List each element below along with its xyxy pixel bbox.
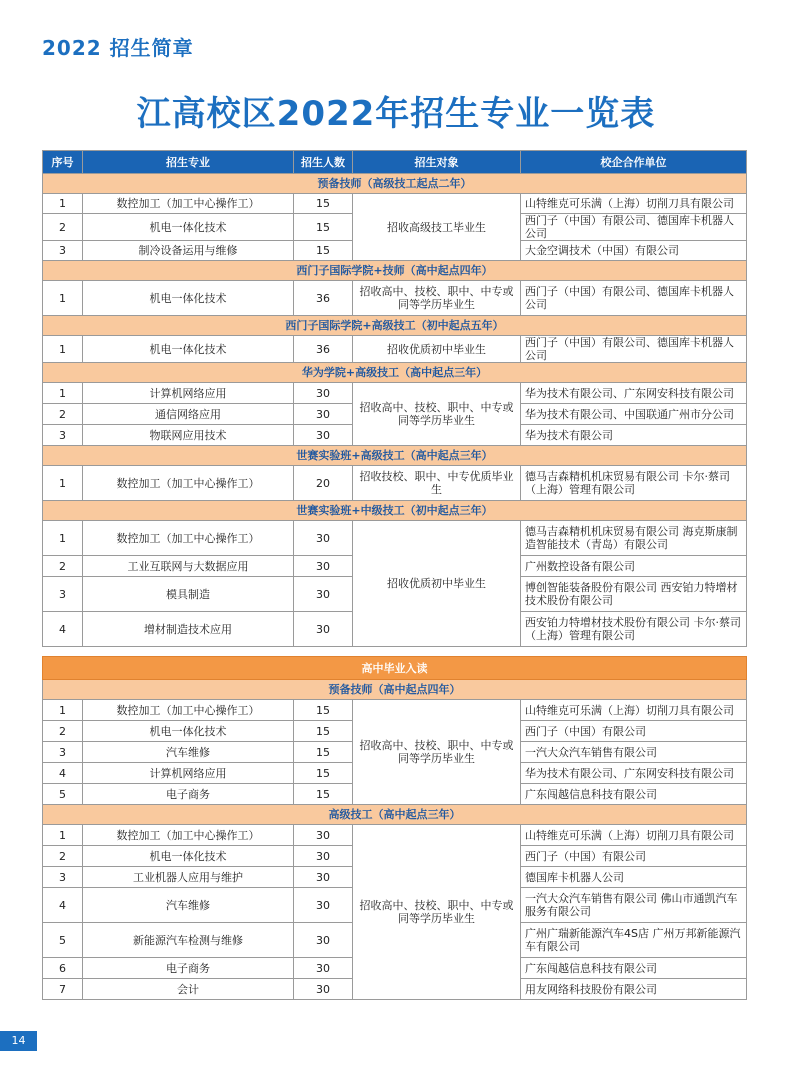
row-major: 汽车维修 [83,888,294,923]
row-count: 30 [294,383,353,404]
row-target: 招收高中、技校、职中、中专或同等学历毕业生 [353,281,521,316]
table-row [43,336,747,363]
table-row [43,383,747,404]
row-major: 电子商务 [83,784,294,805]
page-number: 14 [0,1031,37,1051]
row-count: 30 [294,521,353,556]
row-partner: 西门子（中国）有限公司、德国库卡机器人公司 [521,281,747,316]
row-partner: 一汽大众汽车销售有限公司 佛山市通凯汽车服务有限公司 [521,888,747,923]
row-count: 30 [294,425,353,446]
row-target: 招收高中、技校、职中、中专或同等学历毕业生 [353,825,521,1000]
row-count: 30 [294,577,353,612]
row-partner: 山特维克可乐满（上海）切削刀具有限公司 [521,825,747,846]
row-no: 1 [43,281,83,316]
row-count: 30 [294,825,353,846]
row-partner: 华为技术有限公司、广东网安科技有限公司 [521,763,747,784]
row-partner: 华为技术有限公司、广东网安科技有限公司 [521,383,747,404]
row-no: 6 [43,958,83,979]
row-count: 30 [294,958,353,979]
section-title: 西门子国际学院+高级技工（初中起点五年） [43,316,747,336]
row-no: 3 [43,577,83,612]
row-major: 工业互联网与大数据应用 [83,556,294,577]
row-no: 7 [43,979,83,1000]
row-target: 招收高中、技校、职中、中专或同等学历毕业生 [353,700,521,805]
row-major: 制冷设备运用与维修 [83,241,294,261]
row-partner: 西门子（中国）有限公司 [521,846,747,867]
row-no: 1 [43,825,83,846]
row-no: 4 [43,612,83,647]
row-count: 30 [294,556,353,577]
col-header: 招生专业 [83,151,294,174]
row-count: 30 [294,979,353,1000]
row-partner: 德马吉森精机机床贸易有限公司 卡尔·蔡司（上海）管理有限公司 [521,466,747,501]
row-major: 计算机网络应用 [83,383,294,404]
section-title: 高级技工（高中起点三年） [43,805,747,825]
row-count: 15 [294,784,353,805]
row-partner: 大金空调技术（中国）有限公司 [521,241,747,261]
row-major: 数控加工（加工中心操作工） [83,700,294,721]
row-count: 15 [294,742,353,763]
row-no: 1 [43,466,83,501]
row-major: 数控加工（加工中心操作工） [83,194,294,214]
row-major: 机电一体化技术 [83,281,294,316]
row-no: 3 [43,241,83,261]
row-no: 5 [43,784,83,805]
row-partner: 博创智能装备股份有限公司 西安铂力特增材技术股份有限公司 [521,577,747,612]
row-partner: 山特维克可乐满（上海）切削刀具有限公司 [521,700,747,721]
row-count: 30 [294,404,353,425]
table-row [43,521,747,556]
row-major: 会计 [83,979,294,1000]
row-target: 招收技校、职中、中专优质毕业生 [353,466,521,501]
row-partner: 西安铂力特增材技术股份有限公司 卡尔·蔡司（上海）管理有限公司 [521,612,747,647]
row-no: 1 [43,700,83,721]
row-partner: 一汽大众汽车销售有限公司 [521,742,747,763]
col-header: 招生人数 [294,151,353,174]
row-no: 2 [43,846,83,867]
row-target: 招收高中、技校、职中、中专或同等学历毕业生 [353,383,521,446]
row-no: 2 [43,404,83,425]
row-major: 机电一体化技术 [83,721,294,742]
section-title: 世赛实验班+中级技工（初中起点三年） [43,501,747,521]
row-no: 1 [43,383,83,404]
row-partner: 广东闯越信息科技有限公司 [521,958,747,979]
row-no: 2 [43,556,83,577]
row-count: 15 [294,194,353,214]
table-row [43,466,747,501]
table-row [43,825,747,846]
row-target: 招收优质初中毕业生 [353,336,521,363]
row-no: 1 [43,194,83,214]
row-major: 机电一体化技术 [83,336,294,363]
row-major: 新能源汽车检测与维修 [83,923,294,958]
row-major: 模具制造 [83,577,294,612]
row-count: 30 [294,888,353,923]
row-count: 30 [294,923,353,958]
row-count: 15 [294,763,353,784]
row-partner: 西门子（中国）有限公司 [521,721,747,742]
row-partner: 用友网络科技股份有限公司 [521,979,747,1000]
table-row [43,194,747,214]
row-partner: 西门子（中国）有限公司、德国库卡机器人公司 [521,336,747,363]
row-partner: 德国库卡机器人公司 [521,867,747,888]
col-header: 序号 [43,151,83,174]
row-target: 招收优质初中毕业生 [353,521,521,647]
row-major: 计算机网络应用 [83,763,294,784]
row-no: 4 [43,763,83,784]
row-no: 2 [43,721,83,742]
row-major: 数控加工（加工中心操作工） [83,466,294,501]
row-major: 增材制造技术应用 [83,612,294,647]
row-count: 30 [294,846,353,867]
row-count: 36 [294,281,353,316]
row-no: 5 [43,923,83,958]
table-header [43,151,747,174]
row-major: 机电一体化技术 [83,846,294,867]
col-header: 招生对象 [353,151,521,174]
table-row [43,281,747,316]
row-major: 数控加工（加工中心操作工） [83,521,294,556]
high-school-table [42,656,747,1000]
row-no: 3 [43,742,83,763]
row-no: 3 [43,867,83,888]
row-count: 15 [294,700,353,721]
row-major: 汽车维修 [83,742,294,763]
row-major: 通信网络应用 [83,404,294,425]
header-tag: 2022 招生简章 [42,36,194,60]
row-no: 1 [43,336,83,363]
col-header: 校企合作单位 [521,151,747,174]
section-title: 预备技师（高级技工起点二年） [43,174,747,194]
table2-title: 高中毕业入读 [43,657,747,680]
row-partner: 西门子（中国）有限公司、德国库卡机器人公司 [521,214,747,241]
enrollment-table [42,150,747,647]
row-partner: 华为技术有限公司 [521,425,747,446]
row-major: 物联网应用技术 [83,425,294,446]
row-count: 15 [294,241,353,261]
section-title: 预备技师（高中起点四年） [43,680,747,700]
row-major: 机电一体化技术 [83,214,294,241]
row-major: 工业机器人应用与维护 [83,867,294,888]
row-target: 招收高级技工毕业生 [353,194,521,261]
row-count: 30 [294,612,353,647]
row-partner: 德马吉森精机机床贸易有限公司 海克斯康制造智能技术（青岛）有限公司 [521,521,747,556]
row-no: 1 [43,521,83,556]
row-no: 2 [43,214,83,241]
row-partner: 广州数控设备有限公司 [521,556,747,577]
row-partner: 山特维克可乐满（上海）切削刀具有限公司 [521,194,747,214]
table-row [43,700,747,721]
row-partner: 华为技术有限公司、中国联通广州市分公司 [521,404,747,425]
row-partner: 广东闯越信息科技有限公司 [521,784,747,805]
row-major: 数控加工（加工中心操作工） [83,825,294,846]
row-no: 3 [43,425,83,446]
row-count: 36 [294,336,353,363]
row-count: 30 [294,867,353,888]
row-no: 4 [43,888,83,923]
row-major: 电子商务 [83,958,294,979]
row-count: 20 [294,466,353,501]
section-title: 华为学院+高级技工（高中起点三年） [43,363,747,383]
section-title: 世赛实验班+高级技工（高中起点三年） [43,446,747,466]
row-partner: 广州广瑞新能源汽车4S店 广州万邦新能源汽车有限公司 [521,923,747,958]
section-title: 西门子国际学院+技师（高中起点四年） [43,261,747,281]
row-count: 15 [294,721,353,742]
page-title: 江高校区2022年招生专业一览表 [136,94,656,134]
row-count: 15 [294,214,353,241]
